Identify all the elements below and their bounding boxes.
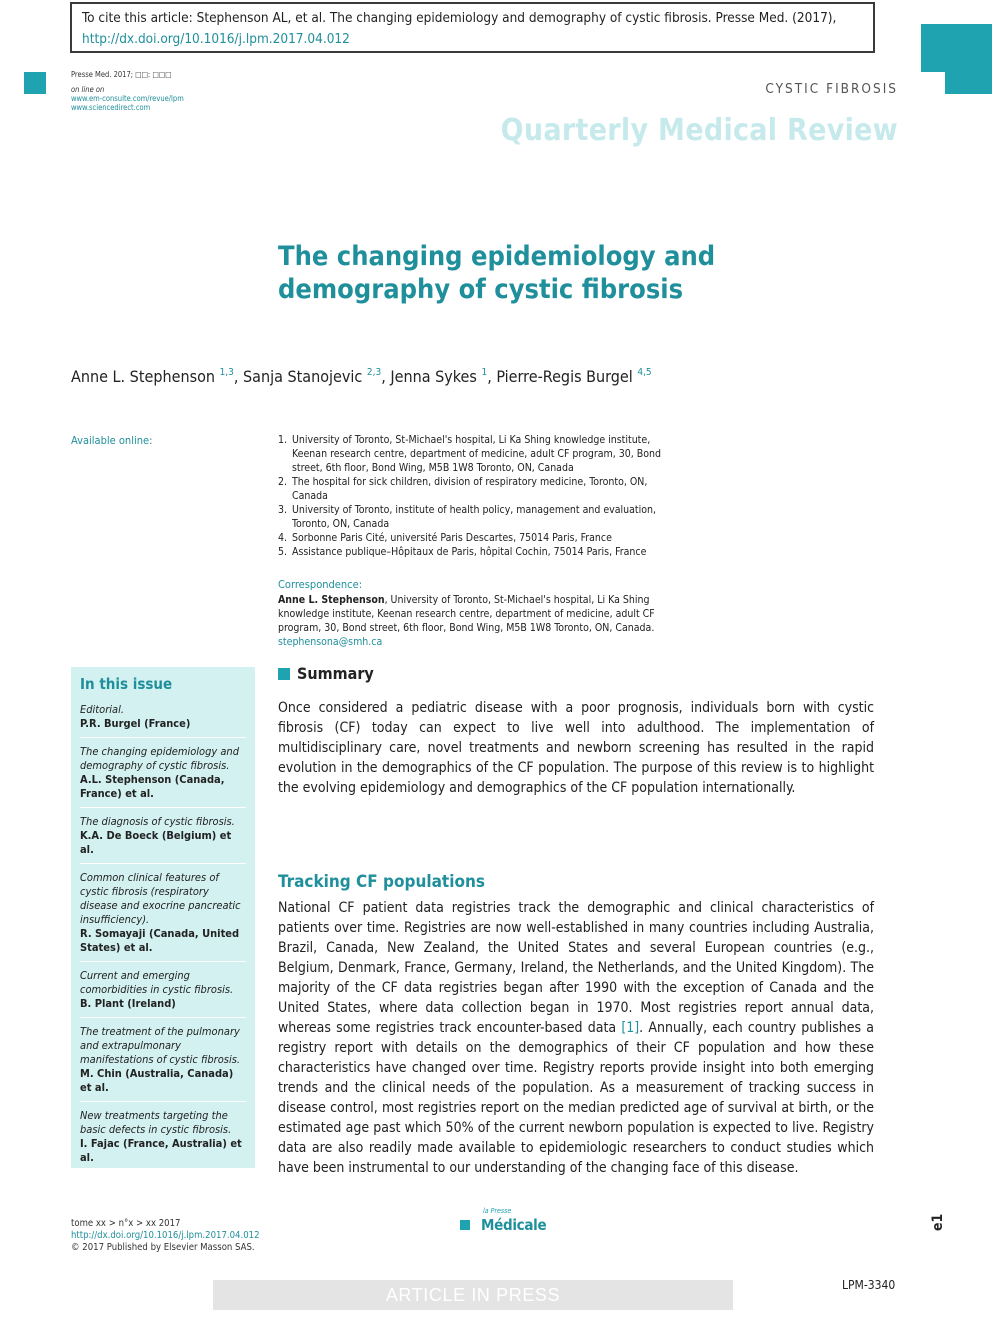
affiliation-item bbox=[278, 475, 678, 503]
affiliation-text: The hospital for sick children, division of respiratory medicine, Toronto, ON, Canada bbox=[292, 476, 648, 502]
citation-box bbox=[70, 2, 875, 53]
issue-item bbox=[80, 1025, 246, 1102]
issue-item bbox=[80, 815, 246, 864]
affiliation-item bbox=[278, 545, 678, 559]
section-label: CYSTIC FIBROSIS bbox=[765, 81, 898, 97]
author-name: Jenna Sykes bbox=[390, 367, 477, 386]
footer-info bbox=[71, 1218, 260, 1254]
author-name: Pierre-Regis Burgel bbox=[496, 367, 633, 386]
footer-doi-link[interactable]: http://dx.doi.org/10.1016/j.lpm.2017.04.012 bbox=[71, 1230, 260, 1241]
logo-main-text: Médicale bbox=[481, 1216, 547, 1234]
author-separator: , bbox=[381, 367, 391, 386]
affiliation-item bbox=[278, 531, 678, 545]
tracking-paragraph bbox=[278, 898, 874, 1178]
affiliation-item bbox=[278, 433, 678, 475]
issue-item-title: The changing epidemiology and demography of cystic fibrosis. bbox=[80, 745, 239, 772]
issue-item-title: New treatments targeting the basic defects in cystic fibrosis. bbox=[80, 1109, 232, 1136]
issue-item-title: Current and emerging comorbidities in cystic fibrosis. bbox=[80, 969, 234, 996]
corner-square-decoration bbox=[24, 72, 46, 94]
in-this-issue-title: In this issue bbox=[80, 675, 173, 693]
square-bullet-icon bbox=[278, 668, 290, 680]
footer-tome: tome xx > n°x > xx 2017 bbox=[71, 1218, 181, 1229]
page-number: e1 bbox=[930, 1213, 946, 1231]
issue-item-title: Common clinical features of cystic fibrosis (respiratory disease and exocrine pancreatic insufficiency). bbox=[80, 871, 241, 926]
issue-item bbox=[80, 745, 246, 808]
author-separator: , bbox=[487, 367, 497, 386]
sciencedirect-link[interactable]: www.sciencedirect.com bbox=[71, 103, 151, 112]
author-affiliation-ref: 1,3 bbox=[219, 367, 234, 378]
summary-heading-text: Summary bbox=[297, 664, 374, 683]
citation-text: To cite this article: Stephenson AL, et al. The changing epidemiology and demography of cystic fibrosis. Presse Med. (2017), bbox=[82, 10, 837, 26]
summary-heading bbox=[278, 664, 374, 683]
issue-item-author: K.A. De Boeck (Belgium) et al. bbox=[80, 829, 232, 856]
issue-item-author: P.R. Burgel (France) bbox=[80, 717, 191, 730]
reference-link[interactable]: [1] bbox=[621, 1020, 640, 1036]
affiliation-text: Sorbonne Paris Cité, université Paris Descartes, 75014 Paris, France bbox=[292, 532, 612, 544]
journal-logo bbox=[460, 1207, 546, 1234]
issue-item bbox=[80, 871, 246, 962]
author-affiliation-ref: 4,5 bbox=[637, 367, 652, 378]
issue-item-author: I. Fajac (France, Australia) et al. bbox=[80, 1137, 242, 1164]
affiliation-number: 5. bbox=[278, 546, 288, 558]
affiliation-text: University of Toronto, St-Michael's hospital, Li Ka Shing knowledge institute, Keenan research centre, department of medicine, adult CF program, 30, Bond street, 6th floor, Bond Wing, M5B 1W8 Toronto, ON, Canada bbox=[292, 434, 661, 474]
em-consulte-link[interactable]: www.em-consulte.com/revue/lpm bbox=[71, 94, 184, 103]
affiliation-text: Assistance publique–Hôpitaux de Paris, hôpital Cochin, 75014 Paris, France bbox=[292, 546, 647, 558]
article-title: The changing epidemiology and demography of cystic fibrosis bbox=[278, 241, 716, 305]
series-label: Quarterly Medical Review bbox=[500, 113, 898, 148]
online-label: on line on bbox=[71, 85, 105, 94]
correspondence-name: Anne L. Stephenson bbox=[278, 594, 385, 606]
issue-item-author: B. Plant (Ireland) bbox=[80, 997, 176, 1010]
article-in-press-bar: ARTICLE IN PRESS bbox=[213, 1280, 733, 1310]
affiliation-number: 4. bbox=[278, 532, 288, 544]
footer-copyright: © 2017 Published by Elsevier Masson SAS. bbox=[71, 1242, 255, 1253]
correspondence-label: Correspondence: bbox=[278, 578, 363, 591]
journal-issue-line: Presse Med. 2017; □□: □□□ bbox=[71, 70, 172, 79]
issue-item bbox=[80, 1109, 246, 1171]
tracking-heading: Tracking CF populations bbox=[278, 872, 485, 892]
tracking-text-part1: National CF patient data registries track the demographic and clinical characteristics of patients over time. Registries are now well-established in many countries including Australia, Brazil, Canada, New Zealand, the United States and several European countries (e.g., Belgium, Denmark, France, Germany, Ireland, the Netherlands, and the United Kingdom). The majority of the CF data registries began after 1990 with the exception of Canada and the United States, where data collection began in 1970. Most registries report annual data, whereas some registries track encounter-based data bbox=[278, 900, 874, 1036]
issue-item bbox=[80, 969, 246, 1018]
available-online-label: Available online: bbox=[71, 434, 153, 447]
in-this-issue-sidebar bbox=[71, 667, 255, 1168]
correspondence-body bbox=[278, 593, 678, 649]
issue-item bbox=[80, 703, 246, 738]
correspondence-email-link[interactable]: stephensona@smh.ca bbox=[278, 636, 383, 648]
correspondence-address: , University of Toronto, St-Michael's hospital, Li Ka Shing knowledge institute, Keenan research centre, department of medicine, adult CF program, 30, Bond street, 6th floor, Bond Wing, M5B 1W8 Toronto, ON, Canada. bbox=[278, 594, 655, 634]
tracking-text-part2: . Annually, each country publishes a registry report with details on the demographics of their CF population and how these characteristics have changed over time. Registry reports provide insight into both emerging trends and the clinical needs of the population. As a measurement of tracking success in disease control, most registries report on the median predicted age of survival at birth, or the estimated age past which 50% of the current newborn population is expected to live. Registry data are also readily made available to epidemiologic researchers to conduct studies which have been instrumental to our understanding of the changing face of this disease. bbox=[278, 1020, 874, 1176]
issue-item-author: R. Somayaji (Canada, United States) et al. bbox=[80, 927, 240, 954]
affiliation-number: 1. bbox=[278, 434, 288, 446]
author-affiliation-ref: 2,3 bbox=[366, 367, 382, 378]
issue-item-author: A.L. Stephenson (Canada, France) et al. bbox=[80, 773, 225, 800]
affiliation-number: 2. bbox=[278, 476, 288, 488]
affiliation-item bbox=[278, 503, 678, 531]
corner-block-notch bbox=[921, 72, 945, 96]
affiliation-list bbox=[278, 433, 678, 559]
author-affiliation-ref: 1 bbox=[481, 367, 488, 378]
logo-small-text: la Presse bbox=[483, 1207, 512, 1215]
summary-paragraph: Once considered a pediatric disease with a poor prognosis, individuals born with cystic fibrosis (CF) today can expect to live well into adulthood. The implementation of multidisciplinary care, novel treatments and newborn screening has resulted in the rapid evolution in the demographics of the CF population. The purpose of this review is to highlight the evolving epidemiology and demographics of the CF population internationally. bbox=[278, 700, 874, 796]
issue-item-title: Editorial. bbox=[80, 703, 124, 716]
affiliation-number: 3. bbox=[278, 504, 288, 516]
author-name: Sanja Stanojevic bbox=[243, 367, 363, 386]
affiliation-text: University of Toronto, institute of health policy, management and evaluation, Toronto, ON, Canada bbox=[292, 504, 657, 530]
author-separator: , bbox=[233, 367, 244, 386]
issue-item-title: The diagnosis of cystic fibrosis. bbox=[80, 815, 235, 828]
issue-item-author: M. Chin (Australia, Canada) et al. bbox=[80, 1067, 234, 1094]
logo-square-icon bbox=[460, 1220, 470, 1230]
author-name: Anne L. Stephenson bbox=[71, 367, 215, 386]
manuscript-id: LPM-3340 bbox=[842, 1278, 896, 1292]
issue-item-title: The treatment of the pulmonary and extrapulmonary manifestations of cystic fibrosis. bbox=[80, 1025, 240, 1066]
journal-meta bbox=[71, 70, 184, 112]
citation-doi-link[interactable]: http://dx.doi.org/10.1016/j.lpm.2017.04.012 bbox=[82, 31, 350, 47]
author-list bbox=[71, 367, 652, 386]
